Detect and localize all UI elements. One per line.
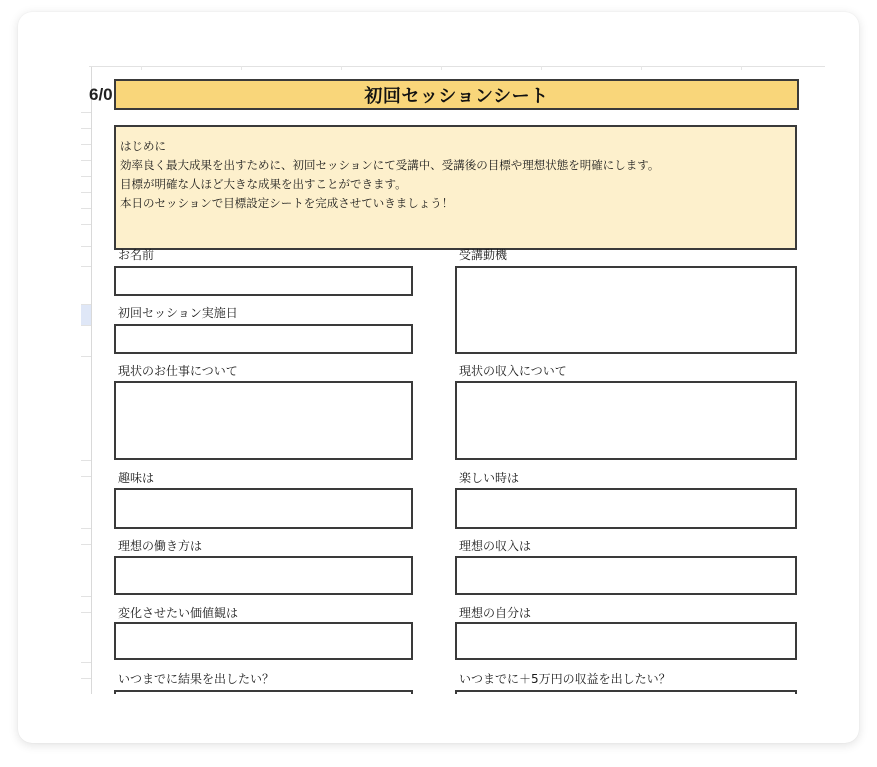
window-card	[18, 12, 859, 743]
session-date-input[interactable]	[114, 324, 413, 354]
column-divider	[541, 66, 542, 70]
row-divider	[81, 128, 91, 129]
column-divider	[441, 66, 442, 70]
row-divider	[81, 476, 91, 477]
row-divider	[81, 246, 91, 247]
intro-line: 本日のセッションで目標設定シートを完成させていきましょう！	[120, 196, 454, 210]
intro-heading: はじめに	[120, 139, 166, 153]
current-work-input[interactable]	[114, 381, 413, 460]
current-income-input[interactable]	[455, 381, 797, 460]
values-to-change-label: 変化させたい価値観は	[118, 606, 239, 620]
row-divider	[81, 112, 91, 113]
column-divider	[141, 66, 142, 70]
fun-time-label: 楽しい時は	[459, 471, 520, 485]
ideal-income-label: 理想の収入は	[459, 539, 532, 553]
partial-date-cell[interactable]: 6/0	[89, 85, 113, 104]
title-banner[interactable]	[114, 79, 799, 110]
row-divider	[81, 192, 91, 193]
ideal-income-input[interactable]	[455, 556, 797, 595]
row-divider	[81, 612, 91, 613]
column-divider	[241, 66, 242, 70]
ideal-work-style-input[interactable]	[114, 556, 413, 595]
column-divider	[341, 66, 342, 70]
session-date-label: 初回セッション実施日	[118, 306, 238, 320]
current-work-label: 現状のお仕事について	[118, 364, 238, 378]
column-divider	[741, 66, 742, 70]
name-input[interactable]	[114, 266, 413, 296]
row-divider	[81, 356, 91, 357]
motivation-input[interactable]	[455, 266, 797, 354]
row-divider	[81, 460, 91, 461]
current-income-label: 現状の収入について	[459, 364, 567, 378]
row-divider	[81, 678, 91, 679]
row-divider	[81, 144, 91, 145]
hobby-input[interactable]	[114, 488, 413, 529]
result-deadline-input[interactable]	[114, 690, 413, 694]
row-divider	[81, 325, 91, 326]
fun-time-input[interactable]	[455, 488, 797, 529]
column-divider	[641, 66, 642, 70]
column-header-line	[89, 66, 825, 67]
ideal-work-style-label: 理想の働き方は	[118, 539, 203, 553]
intro-line: 効率良く最大成果を出すために、初回セッションにて受講中、受講後の目標や理想状態を明確にします。	[120, 158, 660, 172]
row-divider	[81, 208, 91, 209]
selected-row-indicator	[81, 304, 91, 325]
hobby-label: 趣味は	[118, 471, 155, 485]
row-divider	[81, 662, 91, 663]
row-header-gutter	[81, 66, 92, 694]
ideal-self-input[interactable]	[455, 622, 797, 660]
intro-line: 目標が明確な人ほど大きな成果を出すことができます。	[120, 177, 407, 191]
row-divider	[81, 544, 91, 545]
ideal-self-label: 理想の自分は	[459, 606, 532, 620]
row-divider	[81, 160, 91, 161]
row-divider	[81, 304, 91, 305]
profit-deadline-label: いつまでに＋5万円の収益を出したい？	[459, 672, 671, 686]
row-divider	[81, 528, 91, 529]
profit-deadline-input[interactable]	[455, 690, 797, 694]
values-to-change-input[interactable]	[114, 622, 413, 660]
row-divider	[81, 176, 91, 177]
row-divider	[81, 596, 91, 597]
row-divider	[81, 266, 91, 267]
result-deadline-label: いつまでに結果を出したい？	[118, 672, 275, 686]
sheet-title: 初回セッションシート	[364, 85, 549, 107]
name-label: お名前	[118, 248, 155, 262]
motivation-label: 受講動機	[459, 248, 508, 262]
intro-box[interactable]	[114, 125, 797, 250]
spreadsheet-view[interactable]	[81, 66, 825, 694]
row-divider	[81, 224, 91, 225]
